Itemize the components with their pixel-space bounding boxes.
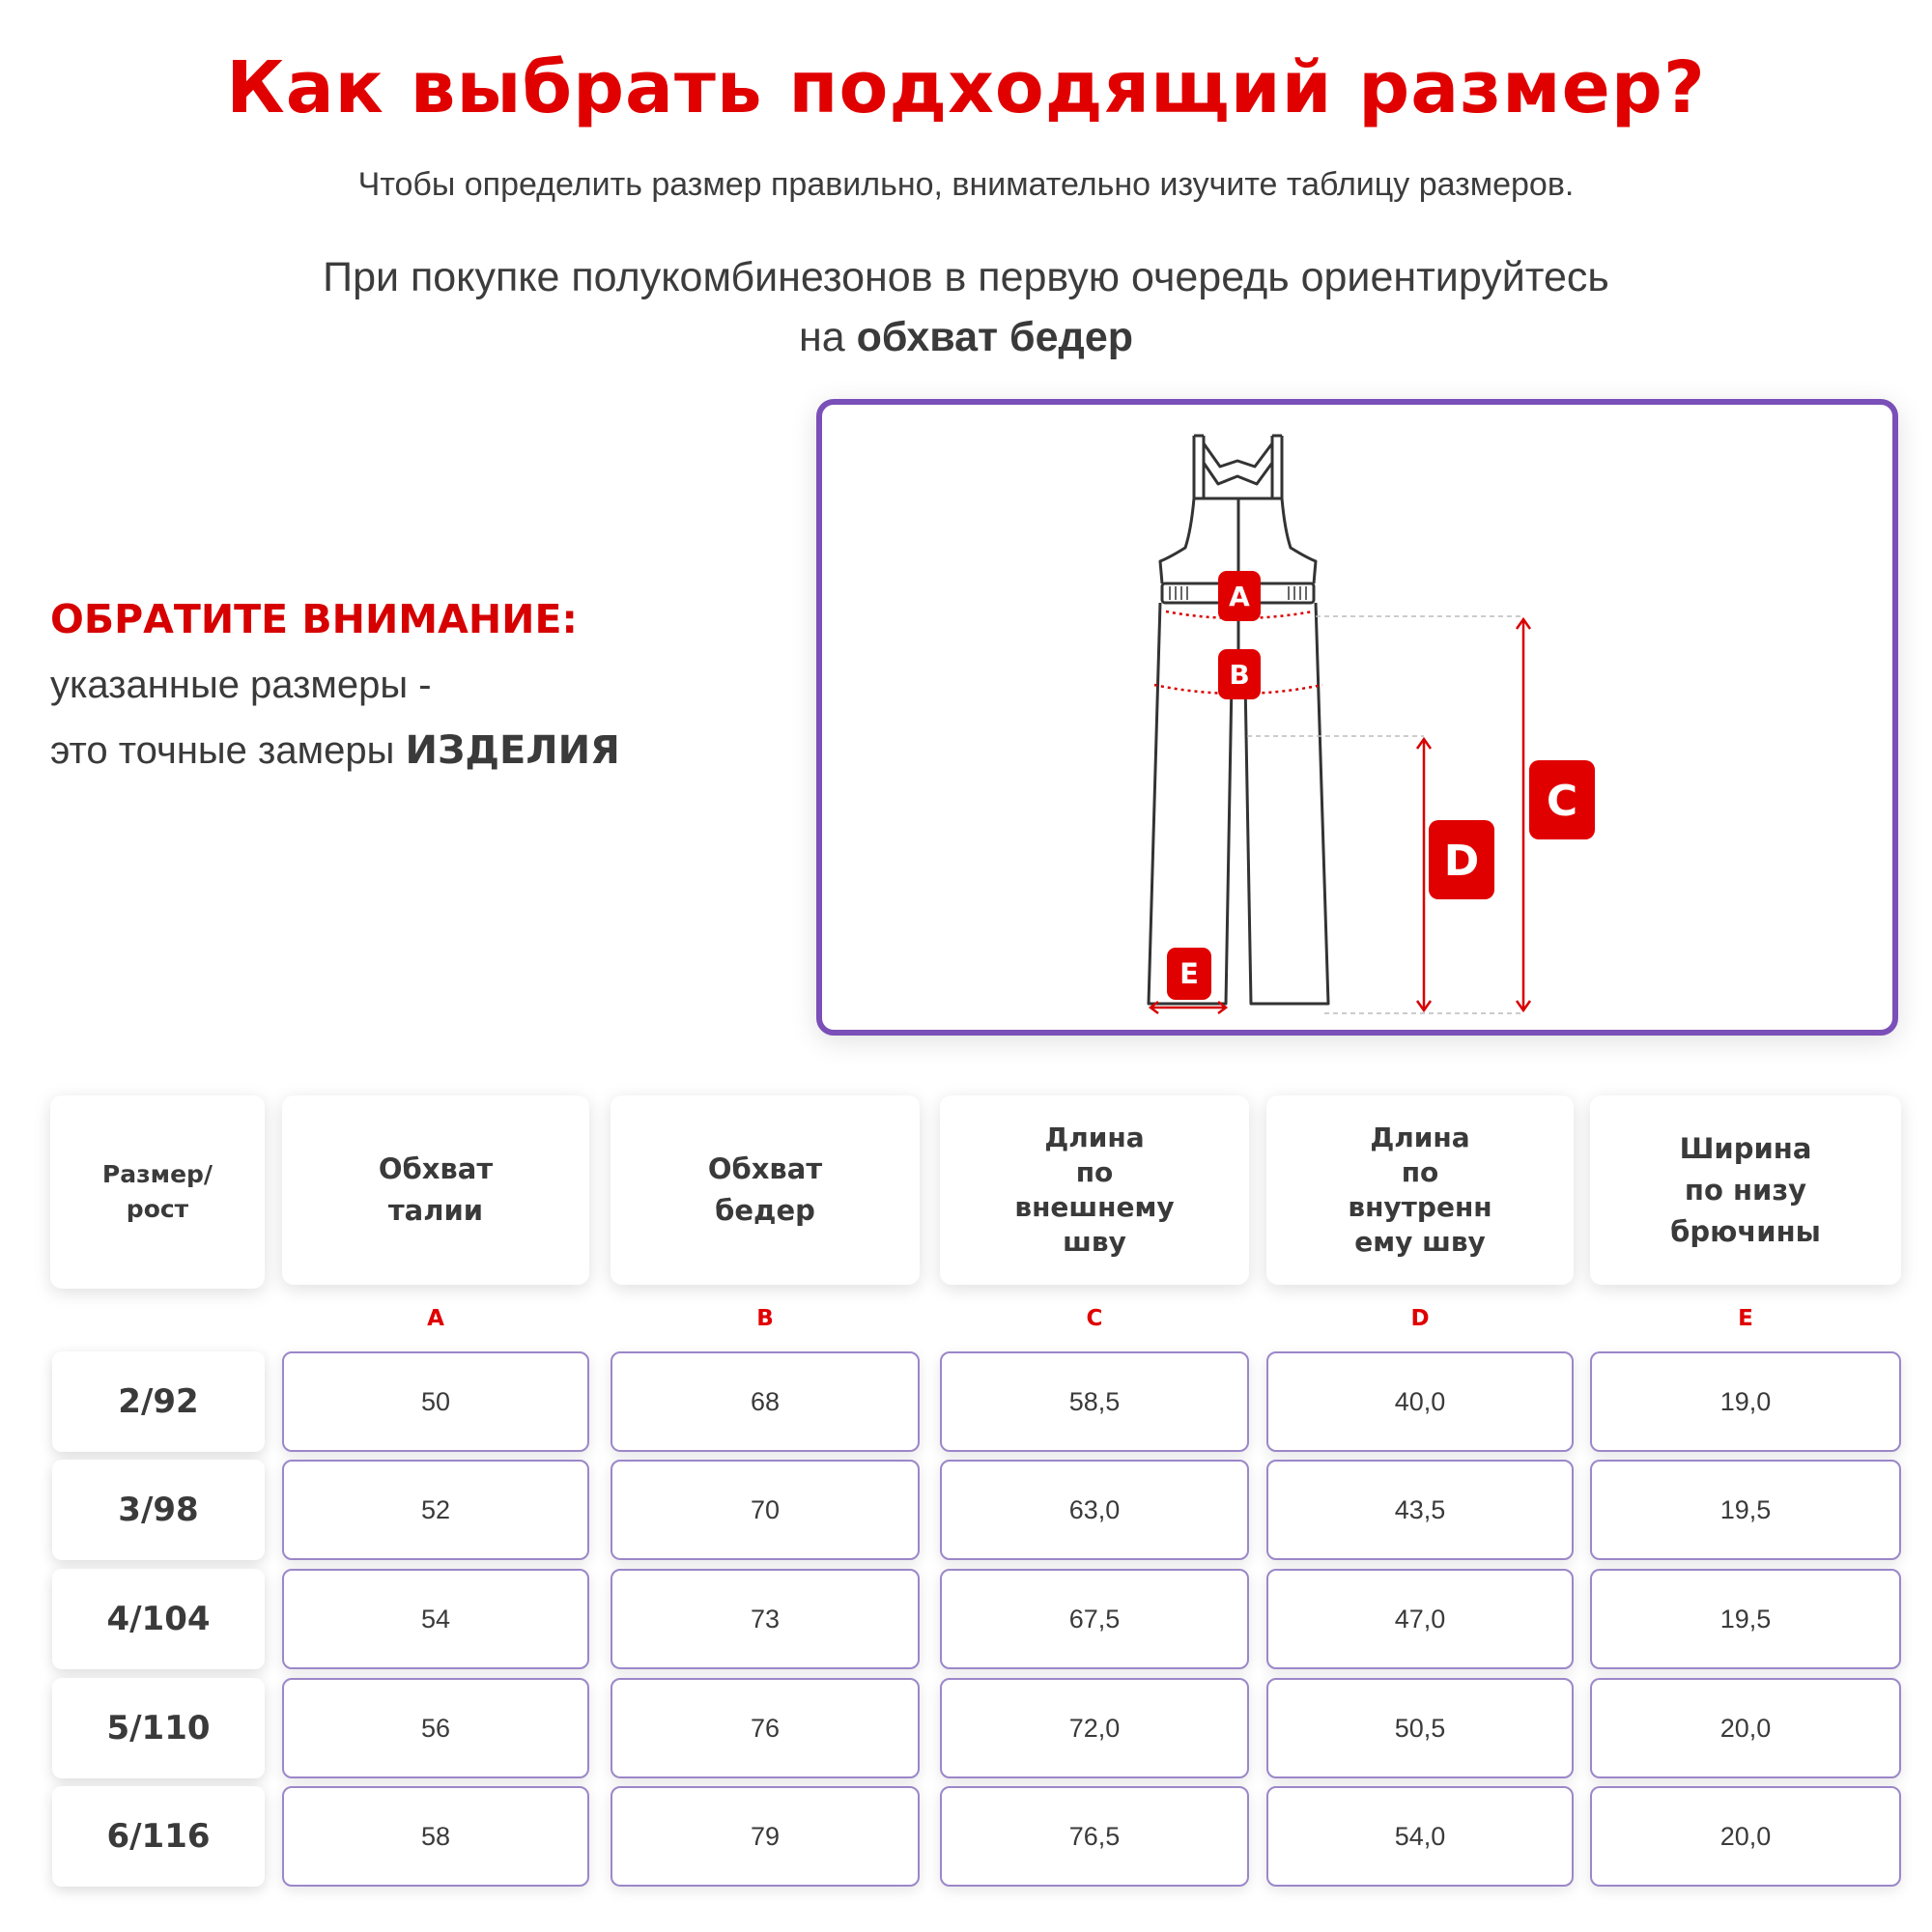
header-waist <box>282 1095 589 1285</box>
cell-hips-row-2: 70 <box>611 1460 920 1560</box>
label-b-badge <box>1218 649 1261 699</box>
note-line-2 <box>50 728 620 773</box>
header-hips-line-2: бедер <box>715 1194 815 1227</box>
header-inner-seam-line-3: внутренн <box>1348 1191 1492 1223</box>
cell-leg-width-row-3: 19,5 <box>1590 1569 1901 1669</box>
label-d: D <box>1443 837 1480 886</box>
advice-prefix: на <box>798 314 845 360</box>
header-size-line-1: Размер/ <box>101 1160 213 1188</box>
cell-outer-seam-row-3: 67,5 <box>940 1569 1249 1669</box>
guide-lines <box>1247 616 1523 1013</box>
cell-waist-row-5: 58 <box>282 1786 589 1887</box>
column-letter-c: C <box>1086 1306 1103 1331</box>
note-heading: ОБРАТИТЕ ВНИМАНИЕ: <box>50 596 578 642</box>
header-inner-seam-line-4: ему шву <box>1354 1226 1486 1258</box>
waist-adjuster-right <box>1289 586 1306 600</box>
advice-bold: обхват бедер <box>856 314 1134 360</box>
cell-leg-width-row-1: 19,0 <box>1590 1351 1901 1452</box>
cell-inner-seam-row-1: 40,0 <box>1266 1351 1574 1452</box>
page-title: Как выбрать подходящий размер? <box>226 46 1706 129</box>
note-line-2-prefix: это точные замеры <box>50 729 395 772</box>
header-outer-seam-line-2: по <box>1075 1156 1114 1188</box>
label-b: B <box>1229 659 1250 691</box>
cell-inner-seam-row-2: 43,5 <box>1266 1460 1574 1560</box>
header-inner-seam <box>1266 1095 1574 1285</box>
header-hips-line-1: Обхват <box>707 1152 823 1185</box>
label-c-badge <box>1529 760 1595 839</box>
cell-size-row-3: 4/104 <box>52 1569 265 1669</box>
cell-inner-seam-row-3: 47,0 <box>1266 1569 1574 1669</box>
header-size-height <box>50 1095 265 1289</box>
label-a: A <box>1229 581 1250 612</box>
label-c: C <box>1546 777 1578 826</box>
inner-seam-arrow <box>1417 739 1431 1010</box>
waist-adjuster-left <box>1170 586 1187 600</box>
header-size-line-2: рост <box>126 1195 189 1223</box>
header-outer-seam-line-1: Длина <box>1044 1122 1145 1153</box>
header-outer-seam <box>940 1095 1249 1285</box>
advice-text <box>193 247 1739 367</box>
cell-inner-seam-row-5: 54,0 <box>1266 1786 1574 1887</box>
cell-hips-row-4: 76 <box>611 1678 920 1778</box>
label-e-badge <box>1167 948 1211 1000</box>
overalls-sketch <box>822 405 1892 1030</box>
column-letter-b: B <box>756 1306 774 1331</box>
cell-waist-row-2: 52 <box>282 1460 589 1560</box>
note-line-1: указанные размеры - <box>50 664 432 706</box>
cell-size-row-5: 6/116 <box>52 1786 265 1887</box>
cell-leg-width-row-4: 20,0 <box>1590 1678 1901 1778</box>
cell-waist-row-3: 54 <box>282 1569 589 1669</box>
header-leg-width-line-2: по низу <box>1684 1173 1807 1207</box>
note-line-2-bold: ИЗДЕЛИЯ <box>405 728 620 773</box>
cell-leg-width-row-5: 20,0 <box>1590 1786 1901 1887</box>
cell-outer-seam-row-1: 58,5 <box>940 1351 1249 1452</box>
header-inner-seam-line-2: по <box>1401 1156 1439 1188</box>
header-waist-line-2: талии <box>387 1194 484 1227</box>
header-leg-width-line-3: брючины <box>1670 1214 1821 1248</box>
column-letter-e: E <box>1738 1306 1753 1331</box>
advice-line-2 <box>193 307 1739 367</box>
cell-inner-seam-row-4: 50,5 <box>1266 1678 1574 1778</box>
cell-outer-seam-row-4: 72,0 <box>940 1678 1249 1778</box>
label-d-badge <box>1429 820 1494 899</box>
cell-outer-seam-row-2: 63,0 <box>940 1460 1249 1560</box>
measurement-diagram <box>816 399 1898 1036</box>
cell-size-row-1: 2/92 <box>52 1351 265 1452</box>
header-leg-width-line-1: Ширина <box>1679 1131 1812 1165</box>
label-e: E <box>1179 957 1199 990</box>
cell-hips-row-3: 73 <box>611 1569 920 1669</box>
cell-waist-row-1: 50 <box>282 1351 589 1452</box>
header-hips <box>611 1095 920 1285</box>
cell-leg-width-row-2: 19,5 <box>1590 1460 1901 1560</box>
cell-waist-row-4: 56 <box>282 1678 589 1778</box>
overalls-outline <box>1149 436 1328 1004</box>
header-waist-line-1: Обхват <box>378 1152 494 1185</box>
header-outer-seam-line-4: шву <box>1063 1226 1126 1258</box>
header-outer-seam-line-3: внешнему <box>1014 1191 1175 1223</box>
cell-size-row-4: 5/110 <box>52 1678 265 1778</box>
cell-outer-seam-row-5: 76,5 <box>940 1786 1249 1887</box>
outer-seam-arrow <box>1517 619 1530 1010</box>
cell-hips-row-1: 68 <box>611 1351 920 1452</box>
label-a-badge <box>1218 571 1261 621</box>
column-letter-d: D <box>1410 1306 1430 1331</box>
cell-size-row-2: 3/98 <box>52 1460 265 1560</box>
page-subtitle: Чтобы определить размер правильно, внимательно изучите таблицу размеров. <box>357 166 1575 203</box>
header-inner-seam-line-1: Длина <box>1370 1122 1470 1153</box>
advice-line-1: При покупке полукомбинезонов в первую очередь ориентируйтесь <box>323 254 1609 300</box>
column-letter-a: A <box>427 1306 444 1331</box>
cell-hips-row-5: 79 <box>611 1786 920 1887</box>
header-leg-width <box>1590 1095 1901 1285</box>
